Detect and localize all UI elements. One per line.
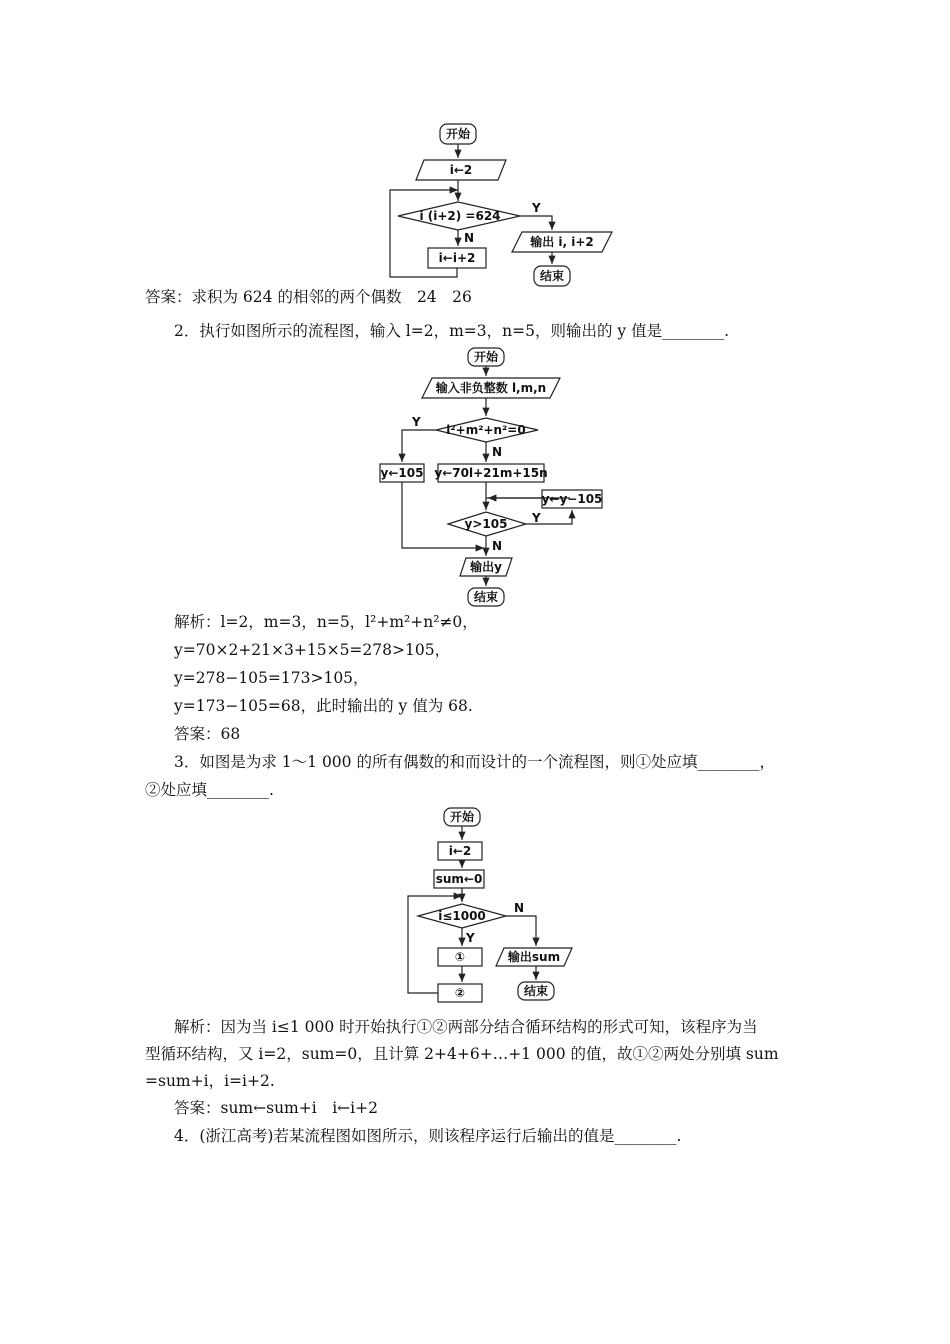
answer-1: 答案：求积为 624 的相邻的两个偶数 24 26 <box>145 288 472 306</box>
subtract-label: y←y−105 <box>541 492 603 506</box>
yes-label: Y <box>466 931 475 945</box>
condition-1-label: l²+m²+n²=0 <box>446 423 526 437</box>
solution-2-line-4: y=173−105=68，此时输出的 y 值为 68. <box>174 697 473 715</box>
init-sum-label: sum←0 <box>435 872 483 886</box>
no-label-2: N <box>492 539 503 553</box>
condition-2-label: y>105 <box>464 517 508 531</box>
input-label: 输入非负整数 l,m,n <box>435 381 547 395</box>
solution-3-line-3: =sum+i，i=i+2. <box>145 1072 275 1090</box>
no-label: N <box>514 901 525 915</box>
no-label-1: N <box>492 445 503 459</box>
output-label: 输出y <box>470 560 502 574</box>
step-1-label: ① <box>454 950 466 964</box>
question-3-line-1: 3．如图是为求 1～1 000 的所有偶数的和而设计的一个流程图，则①处应填________， <box>174 753 775 771</box>
update-label: i←i+2 <box>438 251 476 265</box>
flowchart-3 <box>400 804 590 1010</box>
end-label: 结束 <box>473 590 499 604</box>
yes-label-2: Y <box>532 511 541 525</box>
step-2-label: ② <box>454 986 466 1000</box>
start-label: 开始 <box>445 127 471 141</box>
solution-2-line-2: y=70×2+21×3+15×5=278>105， <box>174 641 451 659</box>
end-label: 结束 <box>523 984 549 998</box>
solution-2-line-3: y=278−105=173>105， <box>174 669 369 687</box>
solution-3-line-2: 型循环结构，又 i=2，sum=0，且计算 2+4+6+…+1 000 的值，故①②两处分别填 sum <box>145 1045 779 1063</box>
no-label: N <box>464 231 475 245</box>
yes-label-1: Y <box>412 415 421 429</box>
question-2: 2．执行如图所示的流程图，输入 l=2，m=3，n=5，则输出的 y 值是________. <box>174 322 730 340</box>
answer-2: 答案：68 <box>174 725 241 743</box>
solution-3-line-1: 解析：因为当 i≤1 000 时开始执行①②两部分结合循环结构的形式可知，该程序为当 <box>174 1018 758 1036</box>
question-3-line-2: ②处应填________. <box>145 781 274 799</box>
question-4: 4．(浙江高考)若某流程图如图所示，则该程序运行后输出的值是________. <box>174 1127 682 1145</box>
init-label: i←2 <box>449 163 473 177</box>
start-label: 开始 <box>449 810 475 824</box>
yes-label: Y <box>532 201 541 215</box>
init-i-label: i←2 <box>448 844 472 858</box>
condition-label: i (i+2) =624 <box>419 209 501 223</box>
flowchart-1 <box>380 118 630 290</box>
answer-3: 答案：sum←sum+i i←i+2 <box>174 1099 378 1117</box>
flowchart-2 <box>370 344 620 610</box>
solution-2-line-1: 解析：l=2，m=3，n=5，l²+m²+n²≠0， <box>174 613 478 631</box>
output-label: 输出 i, i+2 <box>530 235 594 249</box>
assign-formula-label: y←70l+21m+15n <box>434 466 548 480</box>
end-label: 结束 <box>539 269 565 283</box>
assign-105-label: y←105 <box>380 466 424 480</box>
output-label: 输出sum <box>507 950 561 964</box>
start-label: 开始 <box>473 350 499 364</box>
condition-label: i≤1000 <box>438 909 486 923</box>
